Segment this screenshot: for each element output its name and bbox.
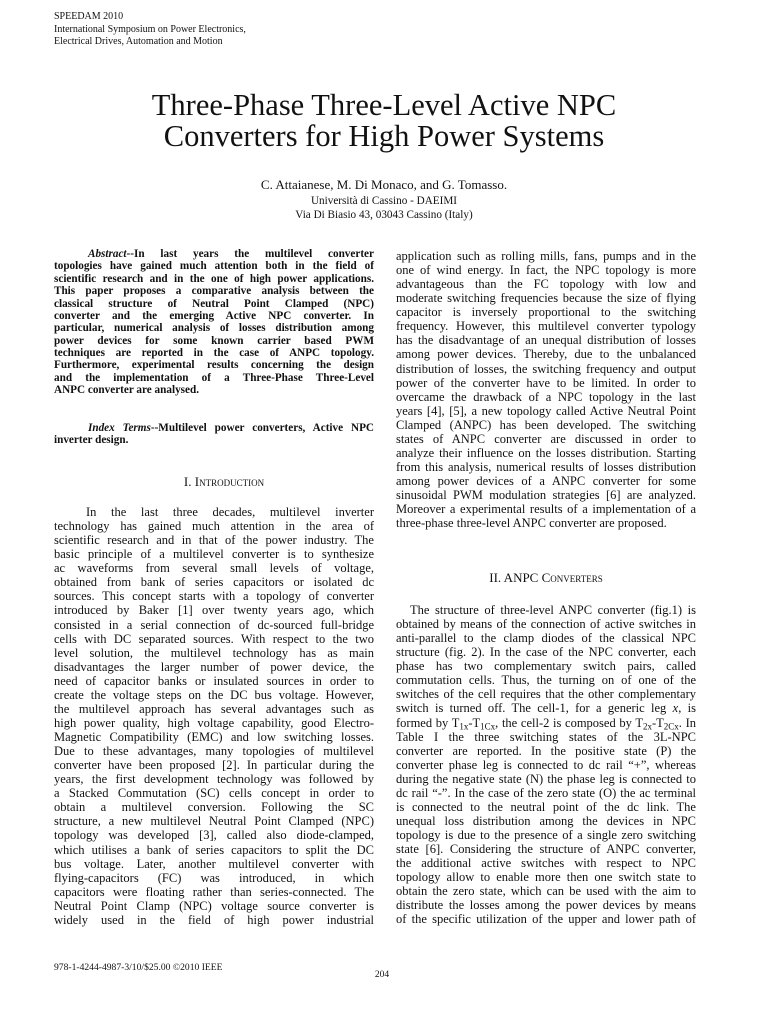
section-heading-anpc-converters xyxy=(396,571,696,585)
text-run: -T xyxy=(651,715,664,730)
text-line: frequency. However, this multilevel converter typology xyxy=(396,319,696,334)
text-line: overcame the drawback of a NPC topology in the last xyxy=(396,389,696,404)
italic-text: Abstract xyxy=(88,248,127,260)
introduction-body xyxy=(54,505,374,927)
text-line: is connected to the neutral point of the dc link. The xyxy=(396,799,696,814)
page-number-text: 204 xyxy=(374,970,390,980)
text-run: --Multilevel power converters, Active NPC xyxy=(150,422,374,434)
subscript-text: 2Cx xyxy=(663,721,679,732)
text-line: basic principle of a multilevel converter is to synthesize xyxy=(54,547,374,562)
text-run: switch is turned off. The cell-1, for a generic leg xyxy=(396,701,673,716)
text-line: disadvantages the larger number of power device, the xyxy=(54,659,374,674)
text-line: anti-parallel to the clamp diodes of the classical NPC xyxy=(396,631,696,646)
text-line: one of wind energy. In fact, the NPC topology is more xyxy=(396,263,696,278)
text-run: , is xyxy=(678,701,696,716)
text-line: structure, a new multilevel Neutral Point Clamped (NPC) xyxy=(54,814,374,829)
text-line: distribution of losses, the switching frequency and output xyxy=(396,361,696,376)
copyright-footer xyxy=(54,962,314,974)
text-line: This paper proposes a comparative analysis between the xyxy=(54,285,374,298)
text-run: . In xyxy=(678,715,696,730)
text-line: Magnetic Compatibility (EMC) and low switching losses. xyxy=(54,730,374,744)
text-line: of the specific utilization of the upper and lower path of xyxy=(396,912,696,927)
italic-text: Index Terms xyxy=(88,422,151,434)
text-line: years [4], [5], a new topology called Active Neutral Point xyxy=(396,403,696,418)
text-line: consisted in a serial connection of dc-sourced full-bridge xyxy=(54,617,374,632)
text-line: capacitors were floating rather than series-connected. The xyxy=(54,884,374,899)
text-line: Clamped (ANPC) has been developed. The switching xyxy=(396,417,696,432)
text-line: the multilevel approach has several advantages such as xyxy=(54,701,374,716)
text-line: The structure of three-level ANPC converter (fig.1) is xyxy=(410,603,696,617)
text-line: capacitor is inversely proportional to the switching xyxy=(396,305,696,320)
text-line: has the disadvantage of an unequal distribution of losses xyxy=(396,333,696,348)
text-line: technology has gained much attention in the area of xyxy=(54,519,374,534)
text-run: formed by T xyxy=(396,715,460,730)
text-run: , the cell-2 is composed by T xyxy=(495,715,643,730)
text-line: commutation cells. Thus, the turning on of one of the xyxy=(396,673,696,688)
text-line: and the implementation of a Three-Phase Three-Level xyxy=(54,371,374,384)
page-number xyxy=(362,969,402,981)
text-line: during the negative state (N) the phase leg is connected to xyxy=(396,771,696,786)
text-line: scientific research and in the one of high power applications. xyxy=(54,272,374,285)
text-line: distribute the losses among the power devices by means xyxy=(396,898,696,913)
subscript-text: 2x xyxy=(642,721,652,732)
text-line: obtained from bank of series capacitors or isolated dc xyxy=(54,575,374,590)
text-line: Three-Phase Three-Level Active NPC xyxy=(151,87,617,122)
text-line: sources. This concept starts with a topology of converter xyxy=(54,589,374,604)
text-line: level solution, the multilevel technology has as main xyxy=(54,645,374,660)
section-heading-text: II. ANPC Converters xyxy=(489,570,603,585)
text-line: techniques are reported in the case of ANPC topology. xyxy=(54,347,374,359)
text-line xyxy=(396,701,696,715)
text-run: -T xyxy=(468,715,481,730)
section-heading-introduction xyxy=(54,475,374,489)
text-line: converter have been proposed [2]. In particular during the xyxy=(54,758,374,773)
text-line: Electrical Drives, Automation and Motion xyxy=(54,36,223,47)
abstract xyxy=(54,248,374,397)
text-line: sinusoidal PWM modulation strategies [6] are analyzed. xyxy=(396,488,696,503)
text-line: topology allow to enable more then one switch state to xyxy=(396,870,696,885)
text-line: Furthermore, experimental results concerning the design xyxy=(54,359,374,372)
authors-text: C. Attaianese, M. Di Monaco, and G. Tomasso. xyxy=(260,177,508,192)
text-line: widely used in the field of high power industrial xyxy=(54,912,374,927)
text-line: structure (fig. 2). In the case of the NPC converter, each xyxy=(396,645,696,660)
text-line: converter and the emerging Active NPC converter. In xyxy=(54,309,374,322)
text-line: application such as rolling mills, fans, pumps and in the xyxy=(396,249,696,263)
text-line: dc rail “-”. In the case of the zero state (O) the ac terminal xyxy=(396,785,696,800)
copyright-text: 978-1-4244-4987-3/10/$25.00 ©2010 IEEE xyxy=(54,962,223,973)
text-line: obtain the zero state, which can be used with the aim to xyxy=(396,884,696,899)
text-line: high power quality, high voltage capability, good Electro- xyxy=(54,715,374,730)
index-terms xyxy=(54,422,374,447)
text-line: topology was developed [3], called also diode-clamped, xyxy=(54,828,374,843)
text-line: ac waveforms from several small levels of voltage, xyxy=(54,561,374,576)
text-line: switches of the cell requires that the other complementary xyxy=(396,687,696,702)
text-line: unequal loss distribution among the devices in NPC xyxy=(396,813,696,828)
text-line: three-phase three-level ANPC converter are proposed. xyxy=(396,516,667,531)
text-line: topology is due to the presence of a single zero switching xyxy=(396,828,696,842)
text-line: moderate switching frequencies because the size of flying xyxy=(396,291,696,306)
text-line: years, the first development technology was followed by xyxy=(54,772,374,787)
text-line: among power devices of a ANPC converter for some xyxy=(396,474,696,488)
text-line: power devices for some known carrier based PWM xyxy=(54,334,374,347)
text-line: analyze their influence on the losses distribution. Starting xyxy=(396,445,696,460)
text-line: International Symposium on Power Electronics, xyxy=(54,23,246,35)
text-line: power of the converter have to be limited. In order to xyxy=(396,375,696,390)
text-line: ANPC converter are analysed. xyxy=(54,384,199,397)
affiliation xyxy=(0,194,768,222)
text-line: converter phase leg is connected to dc rail “+”, whereas xyxy=(396,757,696,772)
text-line: obtain a multilevel conversion. Following the SC xyxy=(54,800,374,815)
italic-text: x xyxy=(672,701,679,716)
paper-title xyxy=(0,87,768,153)
text-line: topologies have gained much attention both in the field of xyxy=(54,260,374,273)
text-line xyxy=(396,716,696,730)
text-line xyxy=(54,422,374,434)
introduction-continued xyxy=(396,249,696,530)
text-line: Via Di Biasio 43, 03043 Cassino (Italy) xyxy=(295,209,473,221)
text-line: flying-capacitors (FC) was introduced, in which xyxy=(54,870,374,885)
text-line: Neutral Point Clamp (NPC) voltage source converter is xyxy=(54,898,374,913)
text-line: Converters for High Power Systems xyxy=(163,118,605,153)
text-line: need of capacitor banks or insulated sources in order to xyxy=(54,673,374,688)
text-line: In the last three decades, multilevel inverter xyxy=(86,505,374,519)
author-list xyxy=(0,177,768,193)
text-line: obtained by means of the connection of active switches in xyxy=(396,617,696,632)
text-line: scientific research and in that of the power industry. The xyxy=(54,533,374,548)
text-line: state [6]. Considering the structure of ANPC converter, xyxy=(396,842,696,857)
text-line: phase has two complementary switch pairs, called xyxy=(396,659,696,674)
text-line: classical structure of Neutral Point Clamped (NPC) xyxy=(54,297,374,310)
text-line: cells with DC separated sources. With respect to the two xyxy=(54,631,374,646)
text-line: states of ANPC converter are discussed in order to xyxy=(396,431,696,446)
text-line: Moreover a experimental results of a implementation of a xyxy=(396,502,696,517)
text-line: inverter design. xyxy=(54,434,129,447)
subscript-text: 1Cx xyxy=(480,721,496,732)
text-line xyxy=(54,248,374,260)
text-line: a Stacked Commutation (SC) cells concept in order to xyxy=(54,786,374,801)
text-line: introduced by Baker [1] over twenty years ago, which xyxy=(54,603,374,618)
text-line: Due to these advantages, many topologies of multilevel xyxy=(54,744,374,759)
subscript-text: 1x xyxy=(459,721,469,732)
text-line: among power devices. Thereby, due to the unbalanced xyxy=(396,347,696,362)
text-line: bus voltage. Later, another multilevel converter with xyxy=(54,856,374,871)
text-line: Università di Cassino - DAEIMI xyxy=(310,195,458,207)
text-line: which utilises a bank of series capacitors to split the DC xyxy=(54,842,374,857)
text-line: from this analysis, numerical results of losses distribution xyxy=(396,459,696,474)
conference-header xyxy=(54,11,374,49)
text-line: converter are reported. In the positive state (P) the xyxy=(396,743,696,758)
text-line: particular, numerical analysis of losses distribution among xyxy=(54,322,374,335)
text-run: --In last years the multilevel converter xyxy=(126,248,374,260)
text-line: Table I the three switching states of the 3L-NPC xyxy=(396,729,696,744)
text-line: create the voltage steps on the DC bus voltage. However, xyxy=(54,687,374,702)
text-line: advantageous than the FC topology with low and xyxy=(396,277,696,292)
anpc-converters-body xyxy=(396,603,696,926)
section-heading-text: I. Introduction xyxy=(183,474,265,489)
text-line: the additional active switches with respect to NPC xyxy=(396,856,696,871)
text-line: SPEEDAM 2010 xyxy=(54,11,124,22)
